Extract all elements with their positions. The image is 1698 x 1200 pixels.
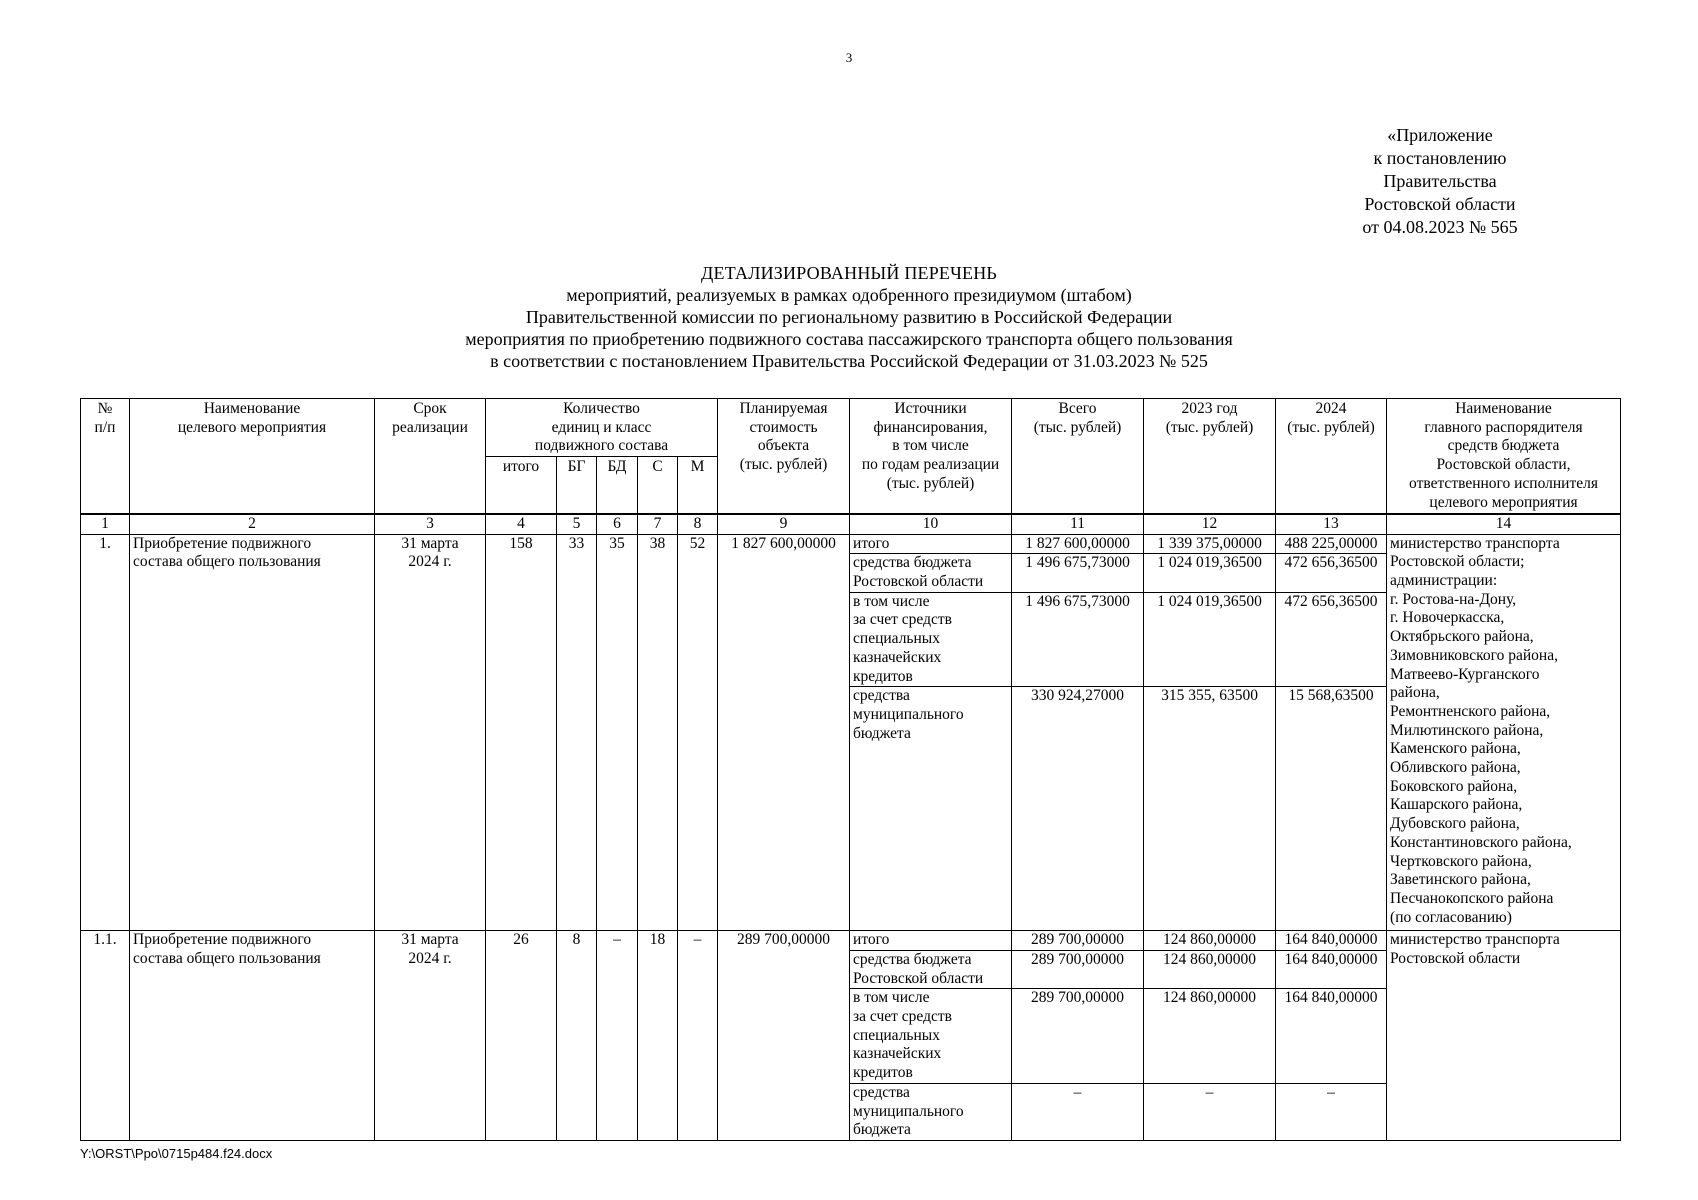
column-numbers-row: [81, 514, 1621, 535]
fin-total: 1 496 675,73000: [1012, 554, 1144, 592]
row-term: 31 марта 2024 г.: [375, 931, 486, 1141]
table-row: [81, 534, 1621, 554]
header-qty-bd: БД: [597, 457, 638, 514]
fin-2024: 488 225,00000: [1276, 534, 1387, 554]
row-manager: министерство транспорта Ростовской области: [1387, 931, 1621, 1141]
col-number: 9: [718, 514, 850, 535]
header-cost: Планируемая стоимость объекта (тыс. рублей): [718, 399, 850, 514]
row-name: Приобретение подвижного состава общего пользования: [130, 931, 375, 1141]
col-number: 8: [678, 514, 718, 535]
fin-2023: 124 860,00000: [1144, 989, 1276, 1084]
row-cost: 1 827 600,00000: [718, 534, 850, 931]
row-num: 1.: [81, 534, 130, 931]
header-2023: 2023 год (тыс. рублей): [1144, 399, 1276, 514]
appendix-line: Правительства: [1383, 171, 1497, 191]
fin-source: итого: [850, 534, 1012, 554]
fin-2024: 472 656,36500: [1276, 554, 1387, 592]
header-row: [81, 399, 1621, 457]
row-qty-bg: 33: [557, 534, 597, 931]
col-number: 13: [1276, 514, 1387, 535]
title-line: мероприятия по приобретению подвижного состава пассажирского транспорта общего пользования: [465, 329, 1233, 349]
fin-total: –: [1012, 1083, 1144, 1140]
fin-total: 289 700,00000: [1012, 931, 1144, 951]
row-cost: 289 700,00000: [718, 931, 850, 1141]
fin-2024: –: [1276, 1083, 1387, 1140]
row-qty-bd: 35: [597, 534, 638, 931]
fin-2023: 124 860,00000: [1144, 950, 1276, 988]
col-number: 1: [81, 514, 130, 535]
appendix-line: «Приложение: [1387, 125, 1493, 145]
row-manager: министерство транспорта Ростовской области; администрации: г. Ростова-на-Дону, г. Новочеркасска, Октябрьского района, Зимовниковского района, Матвеево-Курганского района, Ремонтненского района, Милютинского района, Каменского района, Обливского района, Боковского района, Кашарского района, Дубовского района, Константиновского района, Чертковского района, Заветинского района, Песчанокопского района (по согласованию): [1387, 534, 1621, 931]
document-title: [0, 262, 1698, 372]
header-qty-bg: БГ: [557, 457, 597, 514]
header-qty-itogo: итого: [486, 457, 557, 514]
header-term: Срок реализации: [375, 399, 486, 514]
fin-2024: 15 568,63500: [1276, 687, 1387, 931]
col-number: 4: [486, 514, 557, 535]
row-qty-m: 52: [678, 534, 718, 931]
row-qty-m: –: [678, 931, 718, 1141]
row-qty-itogo: 26: [486, 931, 557, 1141]
appendix-line: Ростовской области: [1364, 194, 1516, 214]
fin-source: средства бюджета Ростовской области: [850, 554, 1012, 592]
appendix-block: [1300, 124, 1580, 239]
fin-2024: 164 840,00000: [1276, 989, 1387, 1084]
col-number: 11: [1012, 514, 1144, 535]
col-number: 3: [375, 514, 486, 535]
page-number: 3: [845, 50, 853, 65]
header-sources: Источники финансирования, в том числе по годам реализации (тыс. рублей): [850, 399, 1012, 514]
title-line: Правительственной комиссии по региональному развитию в Российской Федерации: [525, 307, 1173, 327]
table-row: [81, 931, 1621, 951]
row-qty-s: 18: [638, 931, 678, 1141]
header-qty-s: С: [638, 457, 678, 514]
row-qty-itogo: 158: [486, 534, 557, 931]
fin-source: в том числе за счет средств специальных казначейских кредитов: [850, 592, 1012, 687]
header-qty-m: М: [678, 457, 718, 514]
fin-total: 1 496 675,73000: [1012, 592, 1144, 687]
fin-2024: 472 656,36500: [1276, 592, 1387, 687]
row-num: 1.1.: [81, 931, 130, 1141]
row-qty-bg: 8: [557, 931, 597, 1141]
col-number: 12: [1144, 514, 1276, 535]
col-number: 6: [597, 514, 638, 535]
fin-source: в том числе за счет средств специальных казначейских кредитов: [850, 989, 1012, 1084]
appendix-line: от 04.08.2023 № 565: [1362, 217, 1518, 237]
appendix-line: к постановлению: [1373, 148, 1507, 168]
fin-2023: 315 355, 63500: [1144, 687, 1276, 931]
fin-2023: 1 339 375,00000: [1144, 534, 1276, 554]
fin-total: 1 827 600,00000: [1012, 534, 1144, 554]
header-qty-group: Количество единиц и класс подвижного состава: [486, 399, 718, 457]
fin-2023: –: [1144, 1083, 1276, 1140]
header-manager: Наименование главного распорядителя средств бюджета Ростовской области, ответственного исполнителя целевого мероприятия: [1387, 399, 1621, 514]
fin-2024: 164 840,00000: [1276, 950, 1387, 988]
fin-total: 289 700,00000: [1012, 950, 1144, 988]
col-number: 2: [130, 514, 375, 535]
title-line: мероприятий, реализуемых в рамках одобренного президиумом (штабом): [566, 285, 1132, 305]
col-number: 10: [850, 514, 1012, 535]
fin-2023: 124 860,00000: [1144, 931, 1276, 951]
header-total: Всего (тыс. рублей): [1012, 399, 1144, 514]
row-qty-bd: –: [597, 931, 638, 1141]
fin-2024: 164 840,00000: [1276, 931, 1387, 951]
col-number: 7: [638, 514, 678, 535]
header-name: Наименование целевого мероприятия: [130, 399, 375, 514]
row-qty-s: 38: [638, 534, 678, 931]
fin-2023: 1 024 019,36500: [1144, 554, 1276, 592]
fin-total: 289 700,00000: [1012, 989, 1144, 1084]
title-line: в соответствии с постановлением Правительства Российской Федерации от 31.03.2023 № 525: [490, 351, 1208, 371]
header-num: № п/п: [81, 399, 130, 514]
row-term: 31 марта 2024 г.: [375, 534, 486, 931]
title-main: ДЕТАЛИЗИРОВАННЫЙ ПЕРЕЧЕНЬ: [701, 263, 997, 283]
fin-source: средства муниципального бюджета: [850, 687, 1012, 931]
measures-table: [80, 398, 1621, 1141]
fin-source: средства бюджета Ростовской области: [850, 950, 1012, 988]
fin-total: 330 924,27000: [1012, 687, 1144, 931]
col-number: 14: [1387, 514, 1621, 535]
fin-source: средства муниципального бюджета: [850, 1083, 1012, 1140]
footer-file-path: Y:\ORST\Ppo\0715p484.f24.docx: [80, 1146, 273, 1161]
fin-2023: 1 024 019,36500: [1144, 592, 1276, 687]
fin-source: итого: [850, 931, 1012, 951]
col-number: 5: [557, 514, 597, 535]
header-2024: 2024 (тыс. рублей): [1276, 399, 1387, 514]
row-name: Приобретение подвижного состава общего пользования: [130, 534, 375, 931]
